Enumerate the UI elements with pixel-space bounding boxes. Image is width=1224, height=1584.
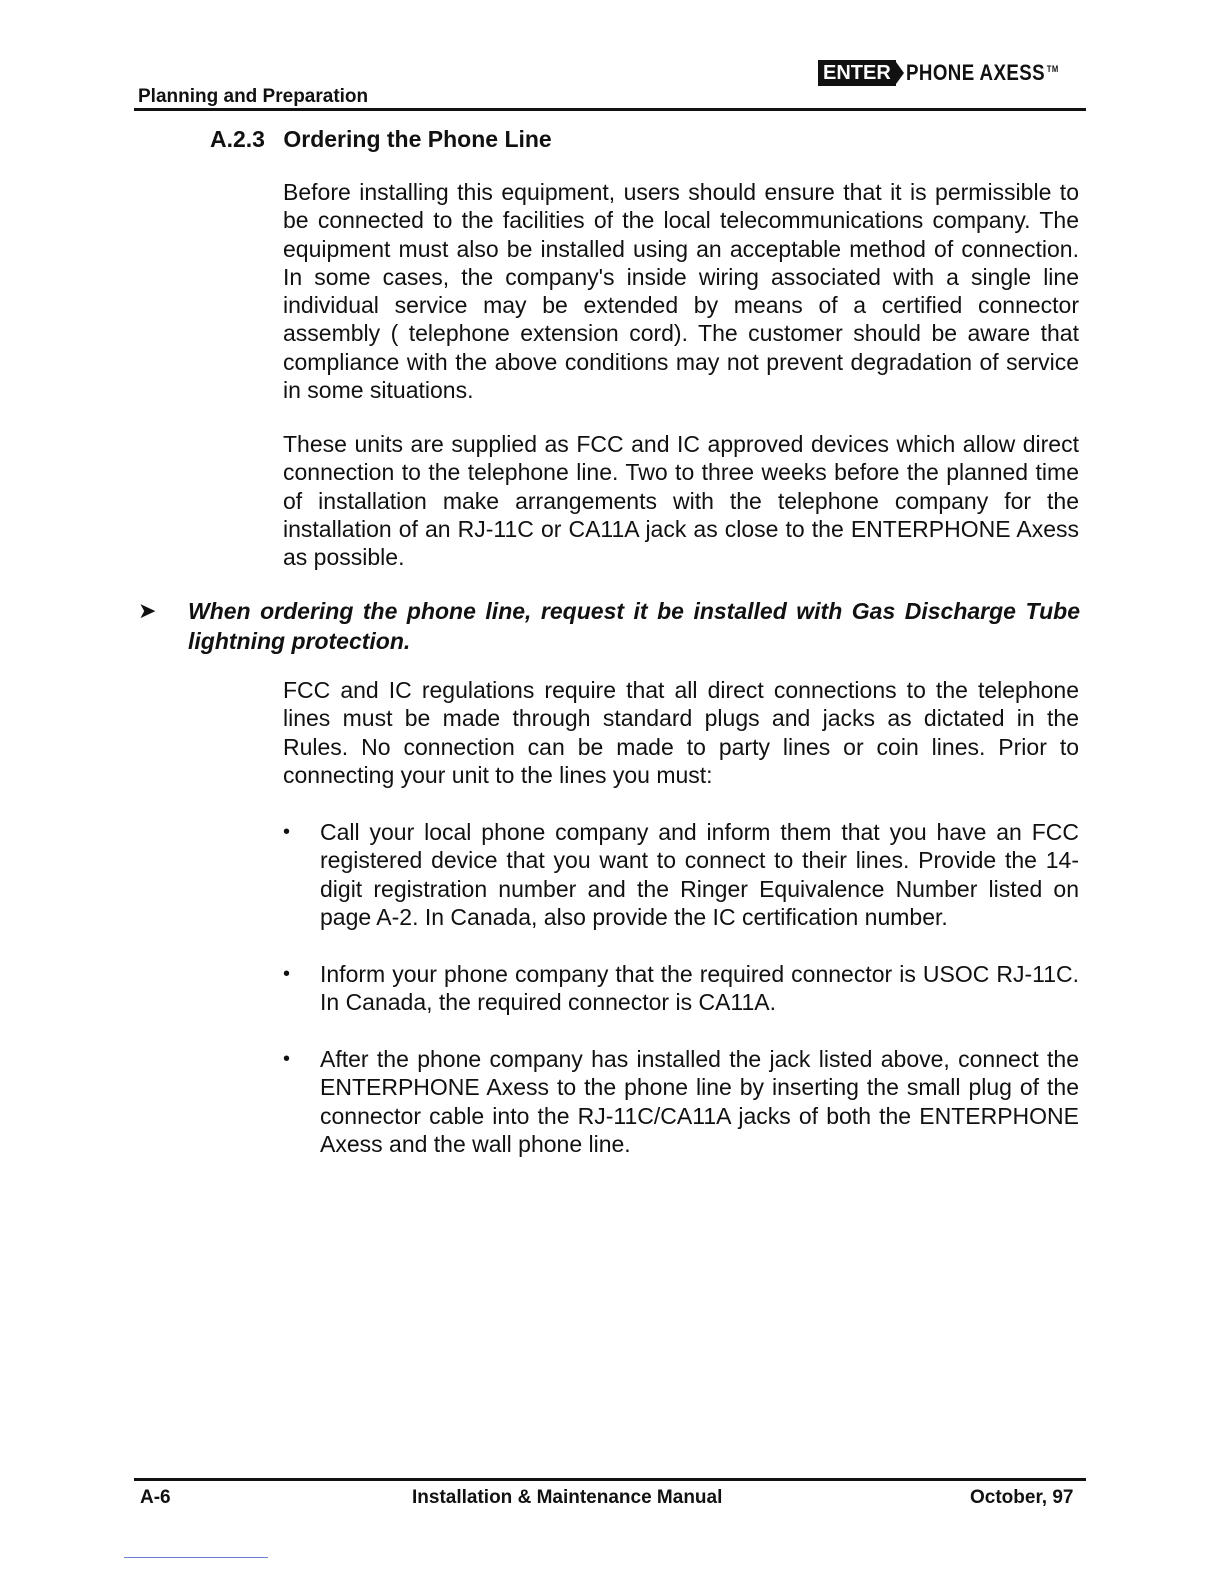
paragraph-installation-permission: Before installing this equipment, users should ensure that it is permissible to be connected to the facilities of the local telecommunications company. The equipment must also be installed using an acceptable method of connection. In some cases, the company's inside wiring associated with a single line individual service may be extended by means of a certified connector assembly ( telephone extension cord). The customer should be aware that compliance with the above conditions may not prevent degradation of service in some situations. xyxy=(283,179,1079,404)
list-item-text: Call your local phone company and inform them that you have an FCC registered device that you want to connect to their lines. Provide the 14-digit registration number and the Ringer Equivalence Number listed on page A-2. In Canada, also provide the IC certification number. xyxy=(320,819,1079,930)
section-heading xyxy=(210,126,552,153)
footer-page-number: A-6 xyxy=(140,1487,171,1508)
logo-text: PHONE AXESS ™ xyxy=(905,60,1059,85)
scan-artifact-line xyxy=(124,1557,268,1558)
section-title: Ordering the Phone Line xyxy=(283,126,552,152)
trademark-mark: TM xyxy=(1046,63,1059,74)
list-item-text: Inform your phone company that the required connector is USOC RJ-11C. In Canada, the required connector is CA11A. xyxy=(320,961,1079,1016)
section-number: A.2.3 xyxy=(210,126,265,152)
bullet-icon: • xyxy=(283,1048,291,1070)
footer-divider xyxy=(134,1478,1086,1481)
logo-enter-box: ENTER xyxy=(818,60,896,86)
bullet-icon: • xyxy=(283,963,291,985)
note-text: When ordering the phone line, request it be installed with Gas Discharge Tube lightning protection. xyxy=(188,598,1080,654)
header-divider xyxy=(134,108,1086,111)
paragraph-fcc-regulations: FCC and IC regulations require that all direct connections to the telephone lines must be made through standard plugs and jacks as dictated in the Rules. No connection can be made to party lines or coin lines. Prior to connecting your unit to the lines you must: xyxy=(283,677,1079,788)
list-item-text: After the phone company has installed the jack listed above, connect the ENTERPHONE Axess to the phone line by inserting the small plug of the connector cable into the RJ-11C/CA11A jacks of both the ENTERPHONE Axess and the wall phone line. xyxy=(320,1046,1079,1157)
bullet-icon: • xyxy=(283,821,291,843)
paragraph-fcc-approval: These units are supplied as FCC and IC approved devices which allow direct connection to the telephone line. Two to three weeks before the planned time of installation make arrangements with the telephone company for the installation of an RJ-11C or CA11A jack as close to the ENTERPHONE Axess as possible. xyxy=(283,431,1079,571)
header-section-title: Planning and Preparation xyxy=(138,86,369,107)
footer-date: October, 97 xyxy=(970,1487,1074,1508)
logo-arrow-icon xyxy=(896,62,904,84)
footer-manual-title: Installation & Maintenance Manual xyxy=(412,1487,723,1508)
arrow-bullet-icon: ➤ xyxy=(138,598,157,623)
brand-logo xyxy=(818,60,1085,86)
